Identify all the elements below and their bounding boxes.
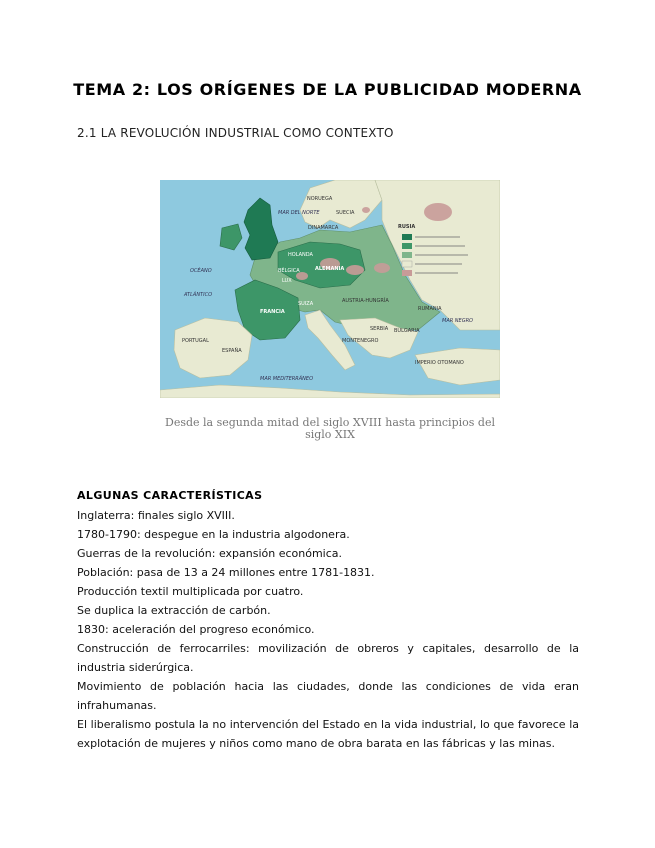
map-label-atlantico: ATLÁNTICO bbox=[184, 292, 213, 298]
map-label-francia: FRANCIA bbox=[260, 309, 285, 315]
characteristics-section bbox=[77, 488, 579, 753]
map-label-montenegro: MONTENEGRO bbox=[342, 338, 379, 344]
map-label-bulgaria: BULGARIA bbox=[394, 328, 420, 334]
characteristics-heading: ALGUNAS CARACTERÍSTICAS bbox=[77, 489, 263, 502]
map-label-serbia: SERBIA bbox=[370, 326, 389, 332]
characteristic-item: Producción textil multiplicada por cuatro. bbox=[77, 585, 304, 598]
map-label-rusia: RUSIA bbox=[398, 224, 416, 230]
map-caption: Desde la segunda mitad del siglo XVIII hasta principios del siglo XIX bbox=[165, 416, 495, 441]
map-region-3 bbox=[374, 263, 390, 273]
map-label-portugal: PORTUGAL bbox=[182, 338, 209, 344]
map-label-otomano: IMPERIO OTOMANO bbox=[415, 360, 464, 366]
map-region-north bbox=[362, 207, 370, 213]
characteristic-item: El liberalismo postula la no intervención del Estado en la vida industrial, lo que favorece la explotación de mujeres y niños como mano de obra barata en las fábricas y las minas. bbox=[77, 718, 579, 750]
map-label-mediterraneo: MAR MEDITERRÁNEO bbox=[260, 376, 314, 382]
map-label-oceano: OCÉANO bbox=[190, 268, 212, 274]
map-label-belgica: BÉLGICA bbox=[278, 268, 300, 274]
characteristic-item: Movimiento de población hacia las ciudades, donde las condiciones de vida eran infrahumanas. bbox=[77, 680, 579, 712]
map-label-noruega: NORUEGA bbox=[307, 196, 333, 202]
characteristic-item: Guerras de la revolución: expansión económica. bbox=[77, 547, 343, 560]
map-label-dinamarca: DINAMARCA bbox=[308, 225, 339, 231]
map-label-austria: AUSTRIA-HUNGRÍA bbox=[342, 298, 389, 304]
characteristic-item: Inglaterra: finales siglo XVIII. bbox=[77, 509, 235, 522]
map-label-lux: LUX bbox=[282, 278, 292, 284]
map-label-mar-negro: MAR NEGRO bbox=[442, 318, 473, 324]
page-title: TEMA 2: LOS ORÍGENES DE LA PUBLICIDAD MODERNA bbox=[73, 80, 582, 99]
europe-industrial-map bbox=[160, 180, 500, 398]
characteristic-item: 1780-1790: despegue en la industria algodonera. bbox=[77, 528, 350, 541]
characteristic-item: 1830: aceleración del progreso económico. bbox=[77, 623, 315, 636]
map-label-suecia: SUECIA bbox=[336, 210, 355, 216]
map-region-russia bbox=[424, 203, 452, 221]
map-label-rumania: RUMANIA bbox=[418, 306, 442, 312]
characteristic-item: Construcción de ferrocarriles: movilización de obreros y capitales, desarrollo de la industria siderúrgica. bbox=[77, 642, 579, 674]
characteristic-item: Se duplica la extracción de carbón. bbox=[77, 604, 271, 617]
map-region-2 bbox=[346, 265, 364, 275]
map-label-alemania: ALEMANIA bbox=[315, 266, 345, 272]
characteristic-item: Población: pasa de 13 a 24 millones entre 1781-1831. bbox=[77, 566, 375, 579]
map-label-mar-norte: MAR DEL NORTE bbox=[278, 210, 320, 216]
map-label-holanda: HOLANDA bbox=[288, 252, 313, 258]
map-label-espana: ESPAÑA bbox=[222, 348, 242, 354]
map-label-suiza: SUIZA bbox=[298, 301, 314, 307]
section-heading: 2.1 LA REVOLUCIÓN INDUSTRIAL COMO CONTEXTO bbox=[77, 126, 394, 140]
